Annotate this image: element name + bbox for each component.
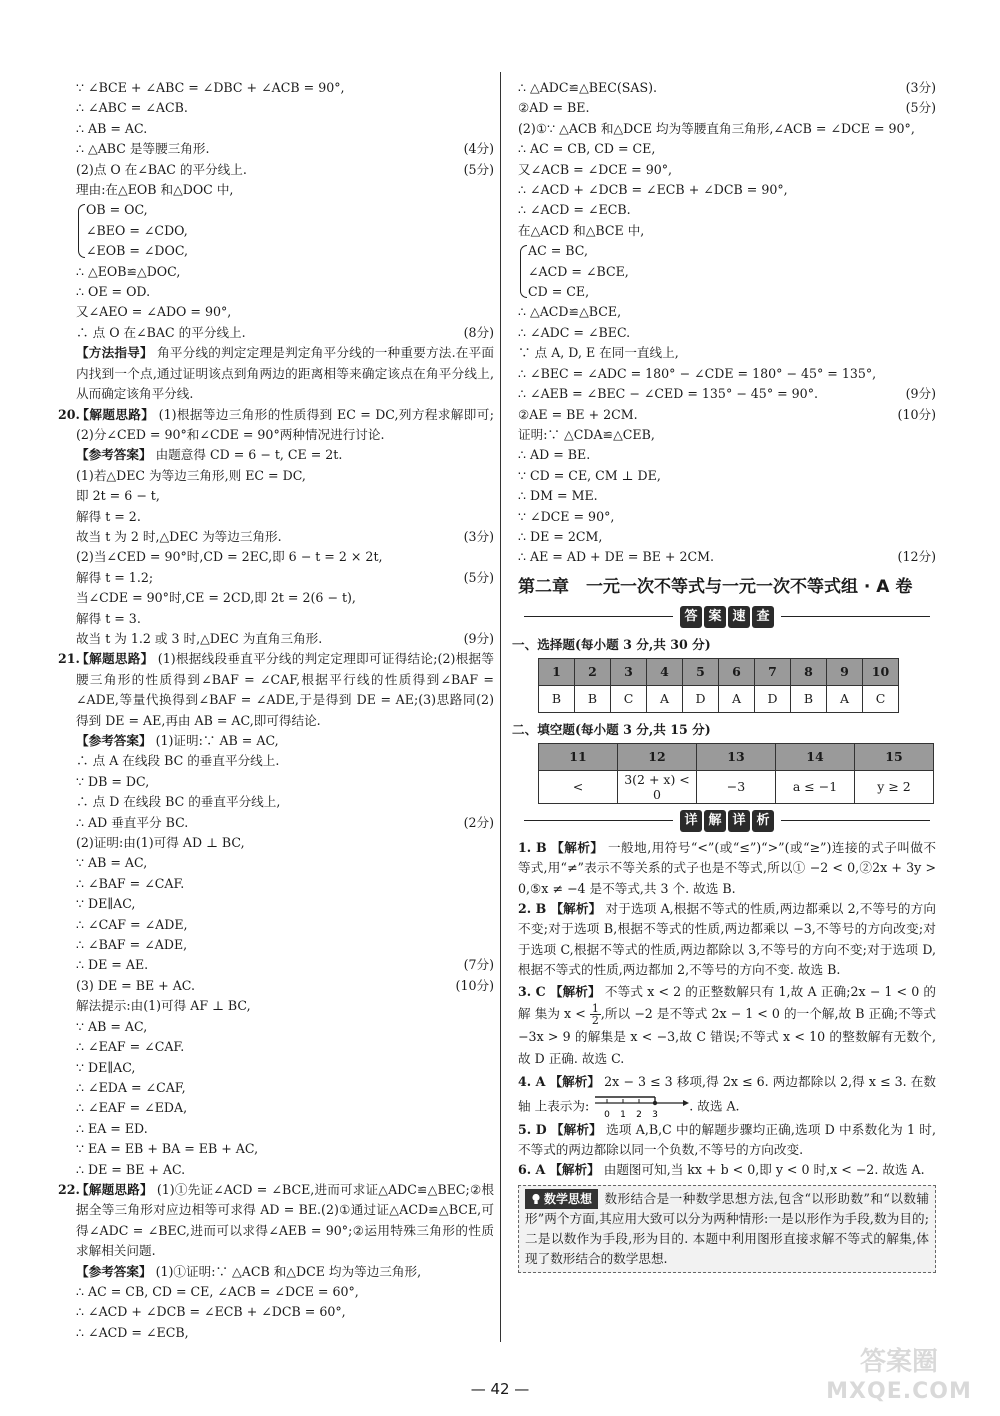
line: 在△ACD 和△BCE 中, xyxy=(518,222,645,238)
line: ∴ DE = 2CM, xyxy=(518,528,603,544)
banner-char: 析 xyxy=(752,810,774,832)
fraction: $\frac{1}{2}$ xyxy=(591,1001,599,1027)
q20-idea: 20.【解题思路】 (1)根据等边三角形的性质得到 EC = DC,列方程求解即可;(2)分∠CED = 90°和∠CDE = 90°两种情况进行讨论. xyxy=(58,406,494,442)
chapter-title: 第二章 一元一次不等式与一元一次不等式组 · A 卷 xyxy=(518,576,913,597)
score: (12分) xyxy=(897,549,936,565)
math-thinking-tip: 数学思想 数形结合是一种数学思想方法,包含“以形助数”和“以数辅形”两个方面,其应用大致可以分为两种情形:一是以形作为手段,数为目的;二是以数作为手段,形为目的. 本题中利用图形直接求解不等式的解集,体现了数形结合的数学思想. xyxy=(518,1185,936,1273)
line: ∴ AD 垂直平分 BC. (2分) xyxy=(76,813,494,833)
line: 解得 t = 3. xyxy=(76,610,141,626)
site-watermark-logo xyxy=(811,1342,986,1404)
line: CD = CE, xyxy=(528,284,590,300)
line: (2)证明:由(1)可得 AD ⊥ BC, xyxy=(76,835,245,851)
line: ∴ 点 O 在∠BAC 的平分线上. (8分) xyxy=(76,323,494,343)
question-number-cell: 12 xyxy=(618,743,697,770)
score: (3分) xyxy=(905,80,936,95)
question-number-cell: 2 xyxy=(575,658,611,685)
answer-cell: y ≥ 2 xyxy=(855,770,934,803)
line: (2)①∵ △ACB 和△DCE 均为等腰直角三角形,∠ACB = ∠DCE = 90°, xyxy=(518,120,915,136)
line: ∴ ∠ABC = ∠ACB. xyxy=(76,100,188,116)
question-number-cell: 11 xyxy=(539,743,618,770)
line: 【参考答案】 (1)①证明:∵ △ACB 和△DCE 均为等边三角形, xyxy=(76,1263,422,1279)
method-guide: 【方法指导】 角平分线的判定定理是判定角平分线的一种重要方法.在平面内找到一个点,通过证明该点到角两边的距离相等来确定该点在角平分线上,从而确定该角平分线. xyxy=(76,345,494,402)
line: ∴ 点 A 在线段 BC 的垂直平分线上. xyxy=(76,753,280,769)
line: 理由:在△EOB 和△DOC 中, xyxy=(76,182,234,198)
line: ∵ AB = AC, xyxy=(76,855,148,871)
line: ∴ AB = AC. xyxy=(76,120,148,136)
line: ∴ DE = AE. (7分) xyxy=(76,955,494,975)
score: (4分) xyxy=(463,141,494,157)
answer-cell: a ≤ −1 xyxy=(776,770,855,803)
score: (9分) xyxy=(905,386,936,402)
answer-cell: D xyxy=(755,685,791,712)
question-number-cell: 14 xyxy=(776,743,855,770)
line: ∵ ∠DCE = 90°, xyxy=(518,508,615,524)
score: (8分) xyxy=(463,324,494,340)
line: AC = BC, xyxy=(528,243,588,259)
line: ∴ ∠CAF = ∠ADE, xyxy=(76,916,188,932)
section-heading: 二、填空题(每小题 3 分,共 15 分) xyxy=(512,721,711,737)
fill-blank-answer-table xyxy=(538,743,934,804)
line: 故当 t 为 2 时,△DEC 为等边三角形. (3分) xyxy=(76,527,494,547)
line: ∠ACD = ∠BCE, xyxy=(528,263,629,279)
line: 又∠ACB = ∠DCE = 90°, xyxy=(518,161,673,177)
line: ∵ 点 A, D, E 在同一直线上, xyxy=(518,345,679,361)
question-number-cell: 5 xyxy=(683,658,719,685)
score: (5分) xyxy=(905,100,936,116)
line: 【参考答案】 由题意得 CD = 6 − t, CE = 2t. xyxy=(76,447,343,463)
line: ∴ ∠ACD = ∠ECB, xyxy=(76,1324,189,1340)
explanation-5: 5. D 【解析】 选项 A,B,C 中的解题步骤均正确,选项 D 中系数化为 1 时,不等式的两边都除以同一个负数,不等号的方向改变. xyxy=(518,1121,937,1157)
answer-quick-check-banner xyxy=(518,606,936,628)
line: ∴ AC = CB, CD = CE, ∠ACB = ∠DCE = 60°, xyxy=(76,1283,359,1299)
line: ∵ AB = AC, xyxy=(76,1018,148,1034)
svg-text:MXQE.COM: MXQE.COM xyxy=(826,1379,972,1404)
line: ∴ 点 D 在线段 BC 的垂直平分线上, xyxy=(76,794,281,810)
banner-char: 案 xyxy=(704,606,726,628)
score: (2分) xyxy=(463,814,494,830)
line: ∴ ∠BEC = ∠ADC = 180° − ∠CDE = 180° − 45° = 135°, xyxy=(518,365,877,381)
line: OB = OC, xyxy=(86,202,148,218)
tip-badge: 数学思想 xyxy=(525,1189,598,1209)
line: (2)当∠CED = 90°时,CD = 2EC,即 6 − t = 2 × 2t, xyxy=(76,549,383,565)
line: 即 2t = 6 − t, xyxy=(76,488,160,504)
answer-cell: B xyxy=(539,685,575,712)
line: (1)若△DEC 为等边三角形,则 EC = DC, xyxy=(76,467,306,483)
svg-text:答案圈: 答案圈 xyxy=(859,1347,939,1377)
question-number-cell: 7 xyxy=(755,658,791,685)
line: 解得 t = 1.2; (5分) xyxy=(76,568,494,588)
line: ∴ ∠AEB = ∠BEC − ∠CED = 135° − 45° = 90°. (9分) xyxy=(518,384,936,404)
answer-cell: A xyxy=(719,685,755,712)
line: ∴ ∠BAF = ∠ADE, xyxy=(76,937,188,953)
line: 故当 t 为 1.2 或 3 时,△DEC 为直角三角形. (9分) xyxy=(76,629,494,649)
answer-cell: −3 xyxy=(697,770,776,803)
line: ∴ ∠BAF = ∠CAF. xyxy=(76,875,185,891)
banner-char: 详 xyxy=(680,810,702,832)
answer-cell: A xyxy=(647,685,683,712)
answer-cell: C xyxy=(611,685,647,712)
line: (2)点 O 在∠BAC 的平分线上. (5分) xyxy=(76,160,494,180)
right-column xyxy=(512,78,937,1273)
answer-cell: 3(2 + x) < 0 xyxy=(618,770,697,803)
question-number-cell: 1 xyxy=(539,658,575,685)
line: 【参考答案】 (1)证明:∵ AB = AC, xyxy=(76,733,279,748)
tick-label: 0 xyxy=(604,1109,611,1120)
score: (7分) xyxy=(463,957,494,973)
left-column xyxy=(58,78,494,1343)
question-number-cell: 8 xyxy=(791,658,827,685)
banner-char: 详 xyxy=(728,810,750,832)
tick-label: 2 xyxy=(636,1109,643,1120)
question-number-cell: 13 xyxy=(697,743,776,770)
line: ∴ OE = OD. xyxy=(76,284,151,300)
line: ∴ △ABC 是等腰三角形. (4分) xyxy=(76,139,494,159)
line: 解得 t = 2. xyxy=(76,508,141,524)
explanation-1: 1. B 【解析】 一般地,用符号“<”(或“≤”)“>”(或“≥”)连接的式子叫做不等式,用“≠”表示不等关系的式子也是不等式,所以① −2 < 0,②2x + 3y > 0,⑤x ≠ −4 是不等式,共 3 个. 故选 B. xyxy=(518,839,937,896)
question-number-cell: 6 xyxy=(719,658,755,685)
line: ∴ DM = ME. xyxy=(518,488,598,504)
line: ∴ ∠EAF = ∠EDA, xyxy=(76,1100,188,1116)
line: ∴ ∠EAF = ∠CAF. xyxy=(76,1039,185,1055)
line: ∴ ∠ACD + ∠DCB = ∠ECB + ∠DCB = 90°, xyxy=(518,182,788,198)
banner-char: 速 xyxy=(728,606,750,628)
question-number-cell: 9 xyxy=(827,658,863,685)
explanation-2: 2. B 【解析】 对于选项 A,根据不等式的性质,两边都乘以 2,不等号的方向不变;对于选项 B,根据不等式的性质,两边都乘以 −3,不等号的方向改变;对于选项 C,根据不等式的性质,两边都除以 3,不等号的方向不变;对于选项 D,根据不等式的性质,两边都加 2,不等号的方向不变. 故选 B. xyxy=(518,900,936,978)
explanation-3: 3. C 【解析】 不等式 x < 2 的正整数解只有 1,故 A 正确;2x − 1 < 0 的解 集为 x < $\frac{1}{2}$ ,所以 −2 是不等式 2x − 1 < 0 的一个解,故 B 正确;不等式 −3x > 9 的解集是 x < −3,故 C 错误;不等式 x < 10 的整数解有无数个,故 D 正确. 故选 C. xyxy=(518,983,936,1066)
multiple-choice-answer-table xyxy=(538,658,899,713)
line: ∴ AD = BE. xyxy=(518,447,591,463)
line: 当∠CDE = 90°时,CE = 2CD,即 2t = 2(6 − t), xyxy=(76,590,356,606)
line: ②AE = BE + 2CM. (10分) xyxy=(518,405,936,425)
q22-idea: 22.【解题思路】 (1)①先证∠ACD = ∠BCE,进而可求证△ADC≌△BEC;②根据全等三角形对应边相等可求得 AD = BE.(2)①通过证△ACD≌△BCE,可得∠ADC = ∠BEC,进而可以求得∠AEB = 90°;②运用特殊三角形的性质求解相关问题. xyxy=(58,1181,494,1259)
question-number-cell: 3 xyxy=(611,658,647,685)
line: ∴ △ADC≌△BEC(SAS). (3分) xyxy=(518,78,936,98)
answer-cell: A xyxy=(827,685,863,712)
explanation-4: 4. A 【解析】 2x − 3 ≤ 3 移项,得 2x ≤ 6. 两边都除以 2,得 x ≤ 3. 在数轴 上表示为: 0 1 2 3 . 故选 A. xyxy=(518,1073,937,1120)
line: ∴ ∠EDA = ∠CAF, xyxy=(76,1079,186,1095)
section-heading: 一、选择题(每小题 3 分,共 30 分) xyxy=(512,636,711,652)
line: 证明:∵ △CDA≌△CEB, xyxy=(518,426,655,442)
line: ∵ CD = CE, CM ⊥ DE, xyxy=(518,467,661,483)
tick-label: 3 xyxy=(652,1109,659,1120)
brace-group xyxy=(76,200,494,261)
page-number: — 42 — xyxy=(470,1380,530,1398)
line: ∴ DE = BE + AC. xyxy=(76,1161,186,1177)
q21-idea: 21.【解题思路】 (1)根据线段垂直平分线的判定定理即可证得结论;(2)根据等腰三角形的性质得到∠BAF = ∠CAF,根据平行线的性质得到∠BAF = ∠ADE,等量代换得到∠BAF = ∠ADE,于是得到 DE = AE;(3)思路同(2)得到 DE = AE,再由 AB = AC,即可得结论. xyxy=(58,651,494,728)
line: ∴ EA = ED. xyxy=(76,1120,148,1136)
number-line-figure xyxy=(593,1094,689,1120)
line: ∵ DE∥AC, xyxy=(76,896,136,912)
line: ∵ ∠BCE + ∠ABC = ∠DBC + ∠ACB = 90°, xyxy=(76,80,345,95)
line: ∠EOB = ∠DOC, xyxy=(86,243,189,259)
line: ∴ ∠ACD = ∠ECB. xyxy=(518,202,631,218)
answer-cell: C xyxy=(863,685,899,712)
question-number-cell: 15 xyxy=(855,743,934,770)
line: ②AD = BE. (5分) xyxy=(518,98,936,118)
answer-cell: B xyxy=(791,685,827,712)
score: (10分) xyxy=(455,977,494,993)
banner-char: 答 xyxy=(680,606,702,628)
line: (3) DE = BE + AC. (10分) xyxy=(76,976,494,996)
line: ∴ AE = AD + DE = BE + 2CM. (12分) xyxy=(518,547,936,567)
explanation-6: 6. A 【解析】 由题图可知,当 kx + b < 0,即 y < 0 时,x < −2. 故选 A. xyxy=(518,1162,925,1178)
line: ∵ DB = DC, xyxy=(76,773,150,789)
line: 又∠AEO = ∠ADO = 90°, xyxy=(76,304,232,320)
line: ∵ DE∥AC, xyxy=(76,1059,136,1075)
score: (10分) xyxy=(897,406,936,422)
line: ∴ ∠ACD + ∠DCB = ∠ECB + ∠DCB = 60°, xyxy=(76,1304,346,1320)
line: ∴ ∠ADC = ∠BEC. xyxy=(518,324,631,340)
score: (3分) xyxy=(463,528,494,544)
lightbulb-icon xyxy=(531,1193,541,1205)
line: ∵ EA = EB + BA = EB + AC, xyxy=(76,1141,259,1157)
line: ∴ AC = CB, CD = CE, xyxy=(518,141,656,157)
score: (5分) xyxy=(463,161,494,177)
tick-label: 1 xyxy=(620,1109,627,1120)
question-number-cell: 4 xyxy=(647,658,683,685)
answer-cell: B xyxy=(575,685,611,712)
score: (5分) xyxy=(463,569,494,585)
brace-group xyxy=(518,241,936,302)
line: ∴ △EOB≌△DOC, xyxy=(76,263,181,279)
line: 解法提示:由(1)可得 AF ⊥ BC, xyxy=(76,998,251,1014)
banner-char: 解 xyxy=(704,810,726,832)
answer-cell: D xyxy=(683,685,719,712)
line: ∴ △ACD≌△BCE, xyxy=(518,304,622,320)
banner-char: 查 xyxy=(752,606,774,628)
answer-cell: < xyxy=(539,770,618,803)
score: (9分) xyxy=(463,630,494,646)
line: ∠BEO = ∠CDO, xyxy=(86,222,188,238)
detailed-analysis-banner xyxy=(518,810,936,832)
question-number-cell: 10 xyxy=(863,658,899,685)
column-divider xyxy=(500,72,501,1342)
